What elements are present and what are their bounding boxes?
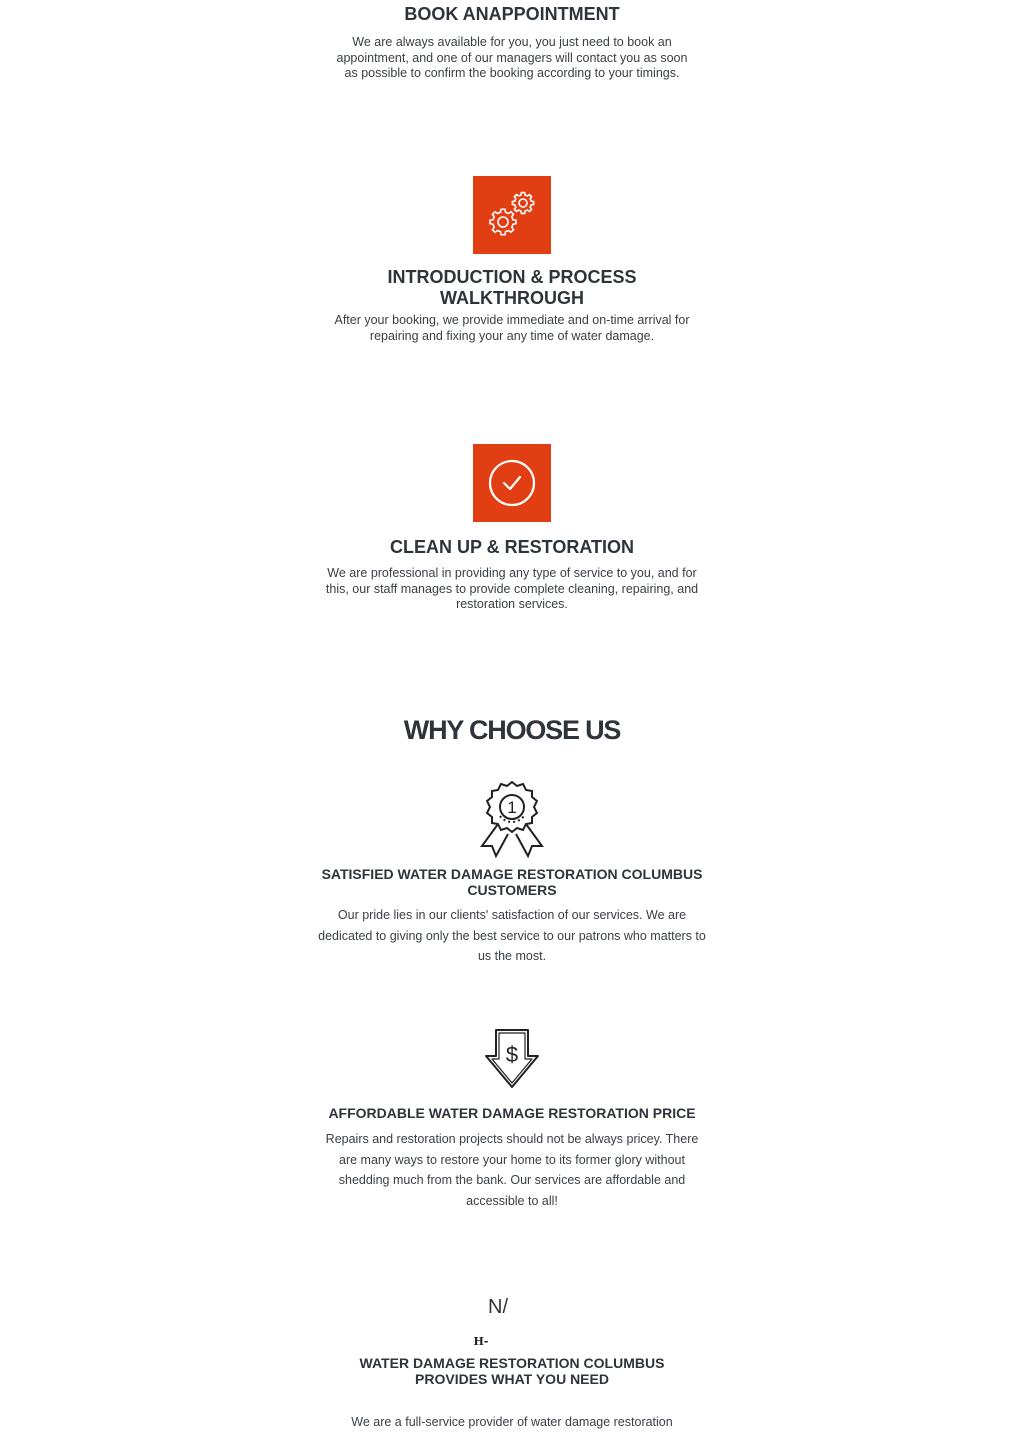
step-title-clean-up: CLEAN UP & RESTORATION (389, 537, 635, 557)
text-line: accessible to all! (466, 1194, 558, 1209)
title-line: WALKTHROUGH (440, 288, 584, 308)
text-line: repairing and fixing your any time of water damage. (369, 328, 655, 343)
dollar-down-arrow-icon (484, 1028, 540, 1090)
step-description-book-appointment (0, 35, 1024, 82)
gears-icon (473, 176, 551, 254)
text-line: us the most. (477, 949, 547, 964)
step-description-introduction (0, 313, 1024, 344)
broken-icon-text: N/ (488, 1296, 508, 1318)
text-line: We are professional in providing any type of service to you, and for (327, 566, 697, 580)
title-line: INTRODUCTION & PROCESS (387, 267, 637, 287)
title-line: CUSTOMERS (467, 882, 557, 898)
why-description-satisfied-customers (0, 905, 1024, 967)
why-title-satisfied-customers (0, 866, 1024, 898)
text-line: Our pride lies in our clients' satisfaction of our services. We are (337, 908, 687, 922)
text-line: We are a full-service provider of water damage restoration (351, 1415, 673, 1429)
check-circle-icon (473, 444, 551, 522)
why-description-affordable-price (0, 1129, 1024, 1212)
title-line: PROVIDES WHAT YOU NEED (415, 1371, 609, 1387)
step-title-introduction (0, 267, 1024, 309)
step-title-book-appointment: BOOK ANAPPOINTMENT (404, 4, 620, 24)
title-line: SATISFIED WATER DAMAGE RESTORATION COLUMBUS (321, 866, 703, 882)
why-description-provides-what-you-need (0, 1412, 1024, 1433)
text-line: After your booking, we provide immediate and on-time arrival for (334, 313, 690, 327)
text-line: this, our staff manages to provide complete cleaning, repairing, and (325, 581, 699, 596)
text-line: restoration services. (456, 597, 568, 611)
why-title-provides-what-you-need (0, 1355, 1024, 1387)
why-title-affordable-price: AFFORDABLE WATER DAMAGE RESTORATION PRICE (328, 1105, 696, 1121)
text-line: as possible to confirm the booking according to your timings. (344, 66, 680, 80)
text-line: dedicated to giving only the best service to our patrons who matters to (318, 928, 706, 943)
section-heading-why-choose-us: WHY CHOOSE US (403, 715, 621, 745)
award-ribbon-icon (476, 780, 548, 860)
broken-icon-subtext: H- (473, 1335, 489, 1348)
text-line: are many ways to restore your home to its former glory without (339, 1152, 685, 1167)
title-line: WATER DAMAGE RESTORATION COLUMBUS (359, 1355, 665, 1371)
text-line: shedding much from the bank. Our services are affordable and (338, 1173, 686, 1188)
dollar-sign: $ (505, 1042, 519, 1067)
text-line: We are always available for you, you just need to book an (352, 35, 672, 49)
step-description-clean-up (0, 566, 1024, 613)
text-line: appointment, and one of our managers will contact you as soon (336, 50, 688, 65)
text-line: Repairs and restoration projects should not be always pricey. There (325, 1132, 699, 1146)
award-number: 1 (507, 798, 517, 817)
